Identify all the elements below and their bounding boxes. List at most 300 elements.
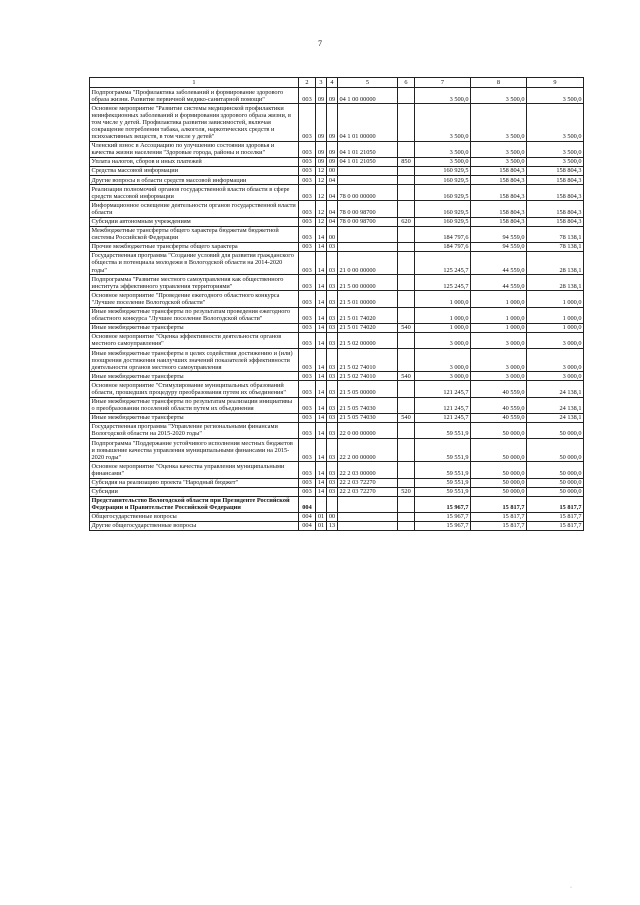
row-target-article-cell: 04 1 00 00000 [338, 88, 398, 104]
row-expense-type-cell [398, 201, 415, 217]
row-section-cell: 12 [316, 176, 327, 185]
row-subsection-cell: 03 [327, 323, 338, 332]
row-target-article-cell: 21 5 02 74010 [338, 372, 398, 381]
table-row [90, 217, 584, 226]
row-expense-type-cell: 540 [398, 413, 415, 422]
row-subsection-cell: 03 [327, 439, 338, 462]
row-target-article-cell [338, 226, 398, 242]
row-value-9-cell: 3 500,0 [527, 104, 584, 141]
row-target-article-cell [338, 496, 398, 512]
row-expense-type-cell [398, 185, 415, 201]
row-code-cell: 003 [299, 307, 316, 323]
row-value-8-cell: 50 000,0 [471, 487, 527, 496]
col-header-8: 8 [471, 78, 527, 88]
row-value-8-cell: 3 000,0 [471, 372, 527, 381]
row-name-cell: Подпрограмма "Поддержание устойчивого исполнения местных бюджетов и повышение качества управления муниципальными финансами на 2015-2020 годы" [90, 439, 299, 462]
row-value-8-cell: 40 559,0 [471, 381, 527, 397]
row-target-article-cell: 04 1 01 00000 [338, 104, 398, 141]
row-expense-type-cell [398, 166, 415, 175]
row-value-8-cell: 15 817,7 [471, 521, 527, 530]
row-expense-type-cell [398, 422, 415, 438]
row-expense-type-cell [398, 307, 415, 323]
row-expense-type-cell [398, 251, 415, 274]
budget-table [89, 77, 584, 531]
row-code-cell: 003 [299, 413, 316, 422]
table-row [90, 332, 584, 348]
row-value-9-cell: 28 138,1 [527, 275, 584, 291]
table-row [90, 381, 584, 397]
row-value-7-cell: 3 000,0 [415, 372, 471, 381]
table-body [90, 88, 584, 531]
row-value-7-cell: 1 000,0 [415, 307, 471, 323]
row-target-article-cell: 21 0 00 00000 [338, 251, 398, 274]
row-section-cell: 12 [316, 201, 327, 217]
row-value-9-cell: 3 500,0 [527, 141, 584, 157]
row-section-cell [316, 496, 327, 512]
row-value-8-cell: 40 559,0 [471, 397, 527, 413]
row-expense-type-cell [398, 332, 415, 348]
row-subsection-cell: 03 [327, 462, 338, 478]
col-header-2: 2 [299, 78, 316, 88]
row-value-8-cell: 44 559,0 [471, 251, 527, 274]
table-row [90, 88, 584, 104]
row-value-8-cell: 50 000,0 [471, 462, 527, 478]
row-target-article-cell [338, 512, 398, 521]
row-name-cell: Уплата налогов, сборов и иных платежей [90, 157, 299, 166]
table-row [90, 496, 584, 512]
row-subsection-cell: 03 [327, 397, 338, 413]
row-target-article-cell: 21 5 05 00000 [338, 381, 398, 397]
row-subsection-cell: 04 [327, 217, 338, 226]
row-value-8-cell: 158 804,3 [471, 185, 527, 201]
row-expense-type-cell [398, 176, 415, 185]
row-section-cell: 12 [316, 185, 327, 201]
row-target-article-cell [338, 521, 398, 530]
row-expense-type-cell [398, 291, 415, 307]
row-section-cell: 14 [316, 413, 327, 422]
row-value-9-cell: 15 817,7 [527, 496, 584, 512]
row-value-7-cell: 3 000,0 [415, 349, 471, 372]
row-value-9-cell: 158 804,3 [527, 185, 584, 201]
row-section-cell: 14 [316, 397, 327, 413]
row-code-cell: 003 [299, 397, 316, 413]
row-code-cell: 003 [299, 487, 316, 496]
row-name-cell: Подпрограмма "Развитие местного самоуправления как общественного института эффективного управления территориями" [90, 275, 299, 291]
row-name-cell: Прочие межбюджетные трансферты общего характера [90, 242, 299, 251]
row-name-cell: Основное мероприятие "Оценка качества управления муниципальными финансами" [90, 462, 299, 478]
row-expense-type-cell: 620 [398, 217, 415, 226]
table-row [90, 422, 584, 438]
row-target-article-cell: 22 2 03 00000 [338, 462, 398, 478]
table-row [90, 478, 584, 487]
row-value-7-cell: 160 929,5 [415, 201, 471, 217]
row-expense-type-cell [398, 521, 415, 530]
row-code-cell: 003 [299, 422, 316, 438]
row-target-article-cell: 21 5 02 74010 [338, 349, 398, 372]
row-target-article-cell: 04 1 01 21050 [338, 141, 398, 157]
page-number: 7 [318, 39, 322, 48]
row-subsection-cell [327, 496, 338, 512]
row-subsection-cell: 03 [327, 478, 338, 487]
row-value-9-cell: 50 000,0 [527, 439, 584, 462]
row-value-9-cell: 3 500,0 [527, 88, 584, 104]
row-value-8-cell: 3 500,0 [471, 104, 527, 141]
row-value-7-cell: 59 551,9 [415, 487, 471, 496]
row-value-9-cell: 3 000,0 [527, 332, 584, 348]
col-header-6: 6 [398, 78, 415, 88]
table-row [90, 251, 584, 274]
row-value-8-cell: 158 804,3 [471, 176, 527, 185]
row-subsection-cell: 04 [327, 185, 338, 201]
row-code-cell: 003 [299, 332, 316, 348]
row-section-cell: 14 [316, 251, 327, 274]
row-value-8-cell: 3 500,0 [471, 141, 527, 157]
row-section-cell: 14 [316, 462, 327, 478]
row-value-7-cell: 1 000,0 [415, 291, 471, 307]
table-row [90, 166, 584, 175]
row-section-cell: 01 [316, 512, 327, 521]
row-subsection-cell: 09 [327, 157, 338, 166]
row-expense-type-cell [398, 226, 415, 242]
row-expense-type-cell [398, 349, 415, 372]
row-target-article-cell: 78 0 00 00000 [338, 185, 398, 201]
row-target-article-cell: 04 1 01 21050 [338, 157, 398, 166]
row-name-cell: Другие вопросы в области средств массовой информации [90, 176, 299, 185]
row-section-cell: 14 [316, 372, 327, 381]
row-target-article-cell: 21 5 00 00000 [338, 275, 398, 291]
row-value-7-cell: 59 551,9 [415, 478, 471, 487]
row-target-article-cell [338, 166, 398, 175]
row-target-article-cell [338, 242, 398, 251]
table-row [90, 275, 584, 291]
row-value-7-cell: 125 245,7 [415, 251, 471, 274]
row-subsection-cell: 03 [327, 349, 338, 372]
table-row [90, 512, 584, 521]
row-name-cell: Основное мероприятие "Оценка эффективности деятельности органов местного самоуправления" [90, 332, 299, 348]
table-row [90, 141, 584, 157]
row-value-7-cell: 15 967,7 [415, 496, 471, 512]
row-code-cell: 003 [299, 372, 316, 381]
row-target-article-cell: 78 0 00 98700 [338, 217, 398, 226]
table-row [90, 487, 584, 496]
row-subsection-cell: 03 [327, 275, 338, 291]
row-value-9-cell: 50 000,0 [527, 478, 584, 487]
row-value-9-cell: 28 138,1 [527, 251, 584, 274]
row-section-cell: 14 [316, 226, 327, 242]
col-header-1: 1 [90, 78, 299, 88]
row-section-cell: 14 [316, 307, 327, 323]
table-row [90, 372, 584, 381]
row-value-9-cell: 78 138,1 [527, 226, 584, 242]
row-target-article-cell: 22 2 03 72270 [338, 487, 398, 496]
row-subsection-cell: 03 [327, 307, 338, 323]
row-target-article-cell: 22 0 00 00000 [338, 422, 398, 438]
col-header-3: 3 [316, 78, 327, 88]
table-row [90, 226, 584, 242]
row-subsection-cell: 13 [327, 521, 338, 530]
table-row [90, 462, 584, 478]
row-target-article-cell: 21 5 05 74030 [338, 397, 398, 413]
row-value-9-cell: 78 138,1 [527, 242, 584, 251]
row-value-8-cell: 1 000,0 [471, 291, 527, 307]
row-value-8-cell: 158 804,3 [471, 166, 527, 175]
row-value-9-cell: 50 000,0 [527, 422, 584, 438]
row-value-7-cell: 160 929,5 [415, 185, 471, 201]
row-name-cell: Иные межбюджетные трансферты по результатам проведения ежегодного областного конкурса "Лучшее поселение Вологодской области" [90, 307, 299, 323]
row-value-7-cell: 121 245,7 [415, 397, 471, 413]
row-code-cell: 003 [299, 201, 316, 217]
row-subsection-cell: 03 [327, 422, 338, 438]
row-subsection-cell: 03 [327, 372, 338, 381]
row-value-9-cell: 1 000,0 [527, 291, 584, 307]
row-value-9-cell: 158 804,3 [527, 201, 584, 217]
row-value-9-cell: 15 817,7 [527, 521, 584, 530]
table-row [90, 185, 584, 201]
row-value-8-cell: 44 559,0 [471, 275, 527, 291]
row-code-cell: 003 [299, 176, 316, 185]
row-expense-type-cell [398, 88, 415, 104]
row-section-cell: 12 [316, 166, 327, 175]
row-target-article-cell: 22 2 00 00000 [338, 439, 398, 462]
row-value-8-cell: 15 817,7 [471, 496, 527, 512]
row-value-7-cell: 160 929,5 [415, 166, 471, 175]
row-value-7-cell: 15 967,7 [415, 521, 471, 530]
row-name-cell: Другие общегосударственные вопросы [90, 521, 299, 530]
row-target-article-cell: 21 5 01 00000 [338, 291, 398, 307]
row-code-cell: 003 [299, 439, 316, 462]
row-value-9-cell: 24 138,1 [527, 413, 584, 422]
row-expense-type-cell [398, 104, 415, 141]
row-target-article-cell: 78 0 00 98700 [338, 201, 398, 217]
row-subsection-cell: 04 [327, 201, 338, 217]
row-name-cell: Подпрограмма "Профилактика заболеваний и формирование здорового образа жизни. Развитие первичной медико-санитарной помощи" [90, 88, 299, 104]
row-code-cell: 003 [299, 323, 316, 332]
row-code-cell: 003 [299, 291, 316, 307]
row-name-cell: Членский взнос в Ассоциацию по улучшению состояния здоровья и качества жизни населения "Здоровые города, районы и поселки" [90, 141, 299, 157]
row-section-cell: 14 [316, 291, 327, 307]
table-row [90, 307, 584, 323]
header-row [90, 78, 584, 88]
row-code-cell: 003 [299, 462, 316, 478]
row-name-cell: Основное мероприятие "Проведение ежегодного областного конкурса "Лучшее поселение Вологодской области" [90, 291, 299, 307]
row-subsection-cell: 03 [327, 487, 338, 496]
row-code-cell: 003 [299, 157, 316, 166]
row-value-8-cell: 158 804,3 [471, 217, 527, 226]
row-name-cell: Иные межбюджетные трансферты по результатам реализации инициативы о преобразовании поселений области путем их объединения [90, 397, 299, 413]
row-subsection-cell: 09 [327, 104, 338, 141]
row-name-cell: Субсидии автономным учреждениям [90, 217, 299, 226]
row-subsection-cell: 03 [327, 251, 338, 274]
row-code-cell: 004 [299, 496, 316, 512]
row-value-9-cell: 1 000,0 [527, 323, 584, 332]
row-expense-type-cell [398, 496, 415, 512]
table-row [90, 201, 584, 217]
row-name-cell: Общегосударственные вопросы [90, 512, 299, 521]
row-value-9-cell: 158 804,3 [527, 176, 584, 185]
row-expense-type-cell [398, 462, 415, 478]
row-target-article-cell [338, 176, 398, 185]
row-name-cell: Иные межбюджетные трансферты [90, 413, 299, 422]
col-header-4: 4 [327, 78, 338, 88]
row-expense-type-cell [398, 141, 415, 157]
row-subsection-cell: 03 [327, 413, 338, 422]
row-expense-type-cell: 540 [398, 323, 415, 332]
row-code-cell: 003 [299, 166, 316, 175]
row-value-9-cell: 24 138,1 [527, 397, 584, 413]
row-value-7-cell: 3 500,0 [415, 141, 471, 157]
row-target-article-cell: 21 5 05 74030 [338, 413, 398, 422]
row-value-8-cell: 3 500,0 [471, 157, 527, 166]
table-row [90, 291, 584, 307]
row-value-8-cell: 1 000,0 [471, 323, 527, 332]
row-code-cell: 003 [299, 226, 316, 242]
row-section-cell: 14 [316, 381, 327, 397]
table-row [90, 242, 584, 251]
row-value-8-cell: 40 559,0 [471, 413, 527, 422]
row-code-cell: 003 [299, 349, 316, 372]
col-header-7: 7 [415, 78, 471, 88]
row-value-7-cell: 3 500,0 [415, 157, 471, 166]
row-name-cell: Основное мероприятие "Развитие системы медицинской профилактики неинфекционных заболеваний и формирования здорового образа жизни, в том числе у детей. Профилактика развития зависимостей, включая сокращение потребления табака, алкоголя, наркотических средств и психоактивных веществ, в том числе у детей" [90, 104, 299, 141]
row-section-cell: 09 [316, 88, 327, 104]
row-value-7-cell: 59 551,9 [415, 462, 471, 478]
row-value-7-cell: 3 500,0 [415, 104, 471, 141]
row-name-cell: Информационное освещение деятельности органов государственной власти области [90, 201, 299, 217]
row-subsection-cell: 03 [327, 291, 338, 307]
row-code-cell: 004 [299, 512, 316, 521]
table-row [90, 176, 584, 185]
row-section-cell: 01 [316, 521, 327, 530]
row-value-7-cell: 125 245,7 [415, 275, 471, 291]
row-section-cell: 14 [316, 332, 327, 348]
row-code-cell: 003 [299, 242, 316, 251]
row-code-cell: 003 [299, 88, 316, 104]
table-row [90, 439, 584, 462]
row-subsection-cell: 03 [327, 332, 338, 348]
row-value-9-cell: 3 000,0 [527, 372, 584, 381]
row-code-cell: 003 [299, 478, 316, 487]
row-value-9-cell: 15 817,7 [527, 512, 584, 521]
row-name-cell: Иные межбюджетные трансферты в целях содействия достижению и (или) поощрения достижения наилучших значений показателей эффективности деятельности органов местного самоуправления [90, 349, 299, 372]
table-row [90, 349, 584, 372]
row-target-article-cell: 21 5 01 74020 [338, 307, 398, 323]
row-section-cell: 14 [316, 275, 327, 291]
row-section-cell: 14 [316, 242, 327, 251]
row-value-8-cell: 3 000,0 [471, 349, 527, 372]
row-section-cell: 14 [316, 439, 327, 462]
row-value-8-cell: 158 804,3 [471, 201, 527, 217]
row-section-cell: 14 [316, 487, 327, 496]
row-section-cell: 12 [316, 217, 327, 226]
row-expense-type-cell: 520 [398, 487, 415, 496]
row-target-article-cell: 22 2 03 72270 [338, 478, 398, 487]
row-value-7-cell: 121 245,7 [415, 413, 471, 422]
row-subsection-cell: 00 [327, 166, 338, 175]
table-row [90, 397, 584, 413]
row-expense-type-cell: 850 [398, 157, 415, 166]
row-value-9-cell: 24 138,1 [527, 381, 584, 397]
row-value-9-cell: 3 000,0 [527, 349, 584, 372]
row-value-7-cell: 3 000,0 [415, 332, 471, 348]
row-code-cell: 003 [299, 381, 316, 397]
row-code-cell: 003 [299, 251, 316, 274]
row-expense-type-cell: 540 [398, 372, 415, 381]
scan-mark: · [570, 885, 572, 891]
table-row [90, 323, 584, 332]
row-value-8-cell: 3 000,0 [471, 332, 527, 348]
row-value-8-cell: 94 559,0 [471, 226, 527, 242]
row-section-cell: 09 [316, 104, 327, 141]
row-expense-type-cell [398, 478, 415, 487]
row-code-cell: 003 [299, 217, 316, 226]
row-expense-type-cell [398, 512, 415, 521]
row-value-8-cell: 3 500,0 [471, 88, 527, 104]
row-subsection-cell: 04 [327, 176, 338, 185]
row-value-7-cell: 184 797,6 [415, 242, 471, 251]
row-value-8-cell: 1 000,0 [471, 307, 527, 323]
row-name-cell: Средства массовой информации [90, 166, 299, 175]
row-name-cell: Основное мероприятие "Стимулирование муниципальных образований области, прошедших процедуру преобразования путем их объединения" [90, 381, 299, 397]
row-target-article-cell: 21 5 02 00000 [338, 332, 398, 348]
row-subsection-cell: 03 [327, 242, 338, 251]
row-name-cell: Субсидии [90, 487, 299, 496]
row-code-cell: 004 [299, 521, 316, 530]
row-target-article-cell: 21 5 01 74020 [338, 323, 398, 332]
row-name-cell: Реализация полномочий органов государственной власти области в сфере средств массовой информации [90, 185, 299, 201]
row-value-7-cell: 121 245,7 [415, 381, 471, 397]
row-name-cell: Иные межбюджетные трансферты [90, 323, 299, 332]
row-name-cell: Представительство Вологодской области при Президенте Российской Федерации и Правительстве Российской Федерации [90, 496, 299, 512]
row-value-8-cell: 15 817,7 [471, 512, 527, 521]
row-section-cell: 14 [316, 478, 327, 487]
table-row [90, 413, 584, 422]
row-value-7-cell: 59 551,9 [415, 439, 471, 462]
row-section-cell: 14 [316, 323, 327, 332]
row-name-cell: Субсидия на реализацию проекта "Народный бюджет" [90, 478, 299, 487]
row-value-9-cell: 158 804,3 [527, 166, 584, 175]
row-subsection-cell: 09 [327, 88, 338, 104]
row-name-cell: Межбюджетные трансферты общего характера бюджетам бюджетной системы Российской Федерации [90, 226, 299, 242]
row-code-cell: 003 [299, 185, 316, 201]
row-value-8-cell: 50 000,0 [471, 422, 527, 438]
table-row [90, 104, 584, 141]
row-section-cell: 14 [316, 349, 327, 372]
row-value-8-cell: 50 000,0 [471, 439, 527, 462]
row-value-9-cell: 3 500,0 [527, 157, 584, 166]
row-value-9-cell: 50 000,0 [527, 462, 584, 478]
row-name-cell: Государственная программа "Управление региональными финансами Вологодской области на 2015-2020 годы" [90, 422, 299, 438]
row-subsection-cell: 00 [327, 512, 338, 521]
row-value-7-cell: 160 929,5 [415, 217, 471, 226]
table-row [90, 521, 584, 530]
row-value-8-cell: 94 559,0 [471, 242, 527, 251]
row-value-8-cell: 50 000,0 [471, 478, 527, 487]
row-value-7-cell: 59 551,9 [415, 422, 471, 438]
row-section-cell: 09 [316, 141, 327, 157]
table-row [90, 157, 584, 166]
row-value-7-cell: 160 929,5 [415, 176, 471, 185]
row-name-cell: Иные межбюджетные трансферты [90, 372, 299, 381]
row-value-9-cell: 50 000,0 [527, 487, 584, 496]
row-section-cell: 09 [316, 157, 327, 166]
row-subsection-cell: 00 [327, 226, 338, 242]
row-value-7-cell: 15 967,7 [415, 512, 471, 521]
row-subsection-cell: 09 [327, 141, 338, 157]
row-expense-type-cell [398, 275, 415, 291]
row-code-cell: 003 [299, 104, 316, 141]
row-name-cell: Государственная программа "Создание условий для развития гражданского общества и потенциала молодежи в Вологодской области на 2014-2020 годы" [90, 251, 299, 274]
row-subsection-cell: 03 [327, 381, 338, 397]
